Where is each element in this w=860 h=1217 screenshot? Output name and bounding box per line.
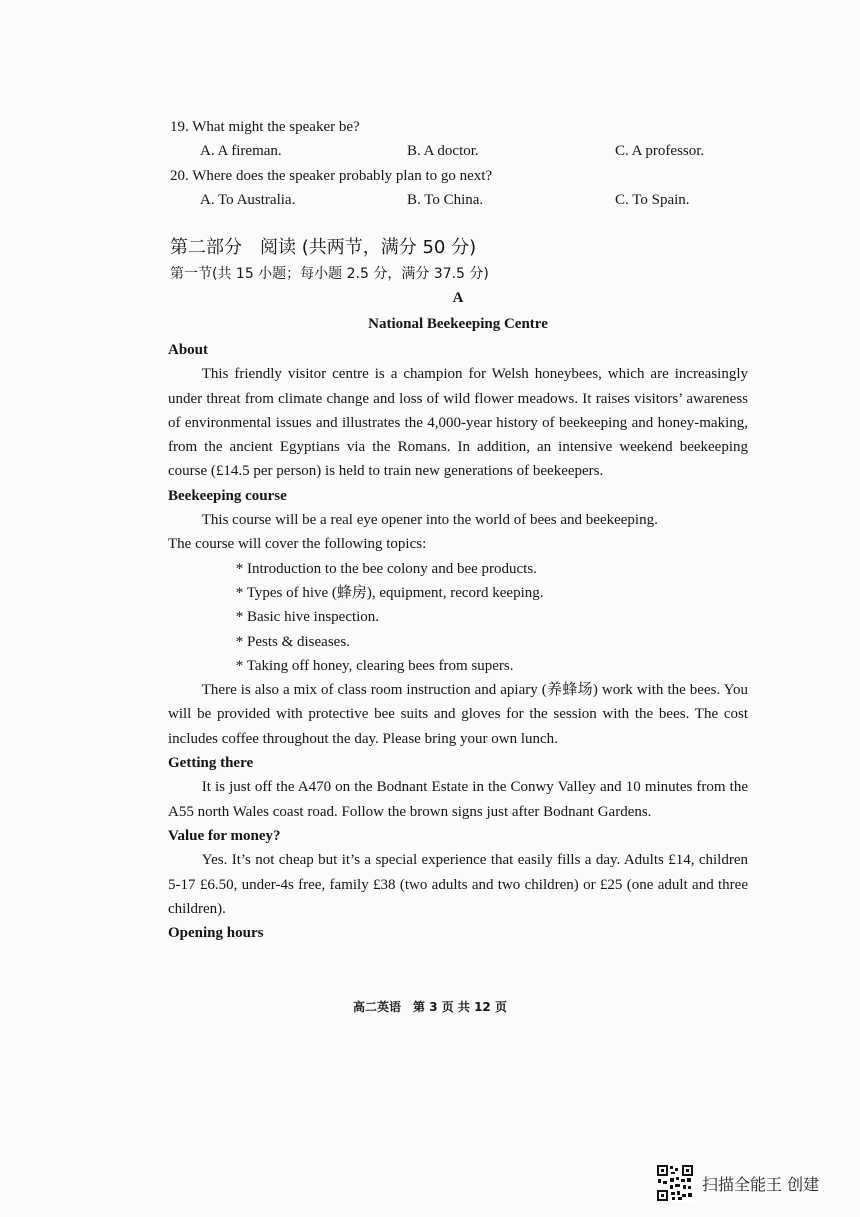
section-subtitle: 第一节(共 15 小题；每小题 2.5 分，满分 37.5 分) (170, 266, 489, 282)
reading-passage (168, 338, 748, 945)
question-19: 19. What might the speaker be? (170, 119, 360, 135)
question-19-option-b: B. A doctor. (407, 143, 479, 159)
topic-item: * Types of hive (蜂房), equipment, record keeping. (235, 584, 544, 601)
course-intro: This course will be a real eye opener into the world of bees and beekeeping. (201, 512, 658, 529)
question-19-option-a: A. A fireman. (200, 143, 282, 159)
course-details: There is also a mix of class room instruction and apiary (养蜂场) work with the bees. You will be provided with protective bee suits and gloves for the session with the bees. The cost includes coffee throughout the day. Please bring your own lunch. (168, 682, 748, 747)
passage-letter: A (452, 290, 464, 306)
course-heading: Beekeeping course (168, 487, 287, 504)
topic-item: * Pests & diseases. (235, 633, 350, 650)
getting-there-heading: Getting there (168, 755, 254, 772)
section-title: 第二部分 阅读 (共两节，满分 50 分) (170, 237, 477, 258)
topic-item: * Taking off honey, clearing bees from supers. (235, 657, 514, 674)
scanner-watermark-caption: 扫描全能王 创建 (702, 1175, 820, 1194)
value-heading: Value for money? (168, 827, 281, 844)
question-20: 20. Where does the speaker probably plan to go next? (170, 168, 493, 184)
page-footer: 高二英语 第 3 页 共 12 页 (353, 1000, 507, 1014)
course-intro-continued: The course will cover the following topics: (168, 536, 427, 553)
question-20-option-c: C. To Spain. (615, 192, 690, 208)
opening-hours-heading: Opening hours (168, 925, 264, 942)
value-paragraph: Yes. It’s not cheap but it’s a special experience that easily fills a day. Adults £14, children 5-17 £6.50, under-4s free, family £38 (two adults and two children) or £25 (one adult and three children). (168, 852, 748, 917)
question-20-option-b: B. To China. (407, 192, 484, 208)
about-paragraph: This friendly visitor centre is a champion for Welsh honeybees, which are increasingly under threat from climate change and loss of wild flower meadows. It raises visitors’ awareness of environmental issues and illustrates the 4,000-year history of beekeeping and honey-making, from the ancient Egyptians via the Romans. In addition, an intensive weekend beekeeping course (£14.5 per person) is held to train new generations of beekeepers. (168, 366, 748, 480)
about-heading: About (168, 342, 209, 358)
topic-item: * Basic hive inspection. (235, 609, 380, 626)
topic-item: * Introduction to the bee colony and bee products. (235, 560, 537, 577)
qr-code-icon (656, 1164, 694, 1202)
question-19-option-c: C. A professor. (615, 143, 705, 159)
passage-title: National Beekeeping Centre (368, 316, 548, 332)
getting-there-paragraph: It is just off the A470 on the Bodnant Estate in the Conwy Valley and 10 minutes from the A55 north Wales coast road. Follow the brown signs just after Bodnant Gardens. (168, 779, 748, 820)
question-20-option-a: A. To Australia. (200, 192, 296, 208)
